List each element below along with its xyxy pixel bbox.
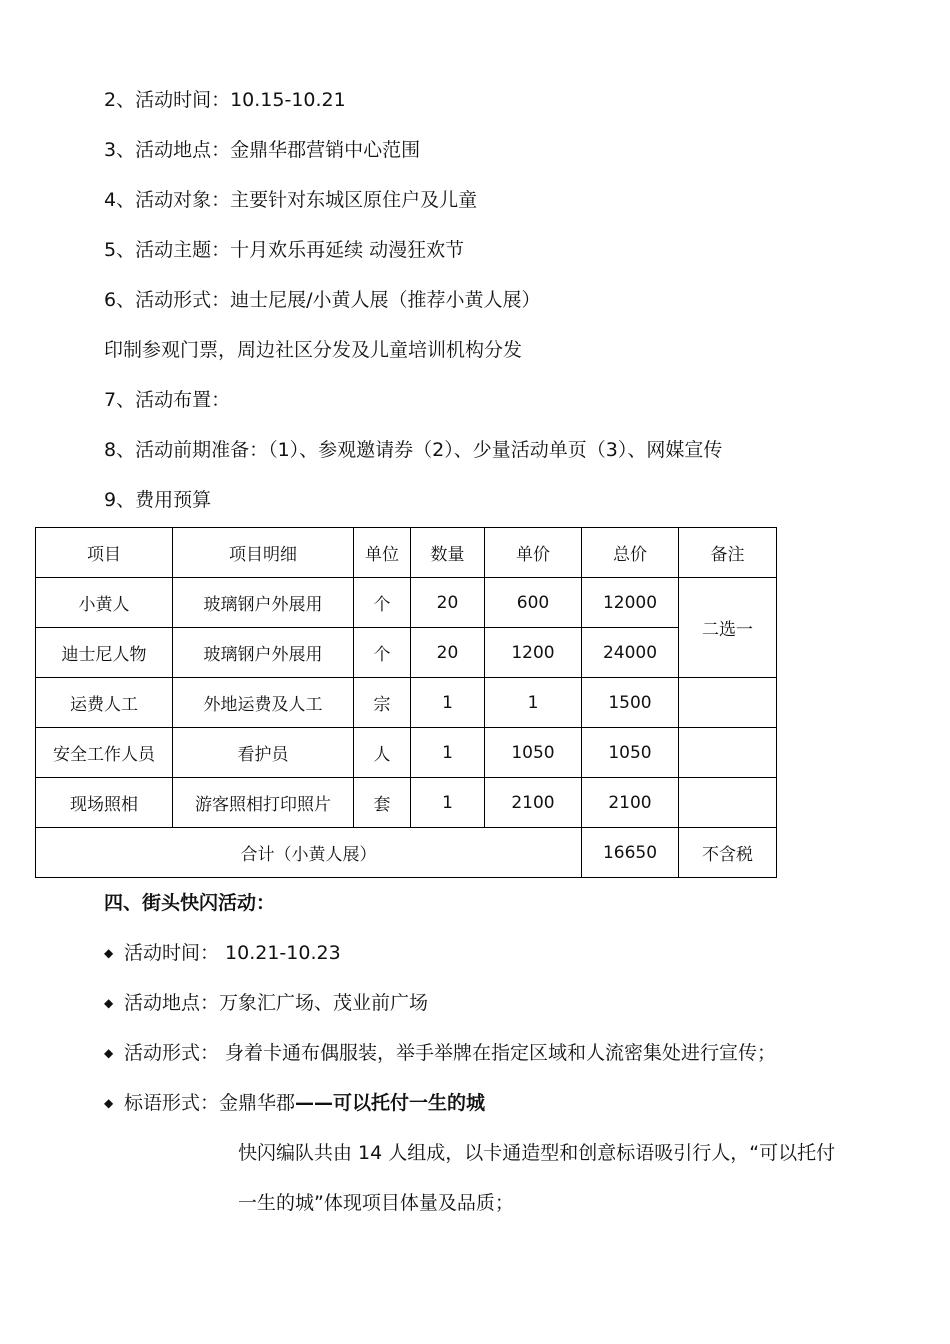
table-cell: 1 bbox=[411, 678, 485, 728]
table-cell: 迪士尼人物 bbox=[36, 628, 173, 678]
bullet-text: 活动地点：万象汇广场、茂业前广场 bbox=[124, 992, 429, 1014]
bullet-text: 活动时间： 10.21-10.23 bbox=[124, 942, 341, 964]
table-cell: 个 bbox=[354, 628, 411, 678]
header-cell: 单价 bbox=[485, 528, 582, 578]
bullet-item bbox=[104, 941, 341, 965]
table-cell: 游客照相打印照片 bbox=[173, 778, 354, 828]
slogan-prefix: 标语形式：金鼎华郡 bbox=[124, 1092, 296, 1114]
table-cell: 运费人工 bbox=[36, 678, 173, 728]
activity-audience-line: 4、活动对象：主要针对东城区原住户及儿童 bbox=[104, 189, 478, 211]
flashmob-paragraph-line-1: 快闪编队共由 14 人组成，以卡通造型和创意标语吸引行人，“可以托付 bbox=[238, 1142, 836, 1164]
flashmob-paragraph-line-2: 一生的城”体现项目体量及品质； bbox=[238, 1192, 514, 1214]
header-cell: 单位 bbox=[354, 528, 411, 578]
table-cell: 2100 bbox=[582, 778, 679, 828]
budget-heading: 9、费用预算 bbox=[104, 489, 212, 511]
table-cell: 1 bbox=[485, 678, 582, 728]
table-row bbox=[36, 628, 777, 678]
section-4-heading: 四、街头快闪活动： bbox=[104, 892, 276, 914]
activity-prep-line: 8、活动前期准备：（1）、参观邀请券（2）、少量活动单页（3）、网媒宣传 bbox=[104, 439, 723, 461]
diamond-bullet-icon: ◆ bbox=[104, 946, 114, 960]
table-cell: 宗 bbox=[354, 678, 411, 728]
table-cell: 24000 bbox=[582, 628, 679, 678]
table-cell: 12000 bbox=[582, 578, 679, 628]
table-cell: 1050 bbox=[582, 728, 679, 778]
header-cell: 总价 bbox=[582, 528, 679, 578]
header-cell: 项目 bbox=[36, 528, 173, 578]
merged-note-cell: 二选一 bbox=[679, 578, 777, 678]
table-cell: 600 bbox=[485, 578, 582, 628]
slogan-bold: ——可以托付一生的城 bbox=[295, 1092, 486, 1114]
activity-theme-line: 5、活动主题：十月欢乐再延续 动漫狂欢节 bbox=[104, 239, 465, 261]
table-cell: 1050 bbox=[485, 728, 582, 778]
table-cell: 20 bbox=[411, 628, 485, 678]
bullet-item bbox=[104, 991, 428, 1015]
table-cell: 1500 bbox=[582, 678, 679, 728]
bullet-item bbox=[104, 1091, 485, 1115]
table-cell: 玻璃钢户外展用 bbox=[173, 628, 354, 678]
table-header-row bbox=[36, 528, 777, 578]
diamond-bullet-icon: ◆ bbox=[104, 1046, 114, 1060]
table-cell: 现场照相 bbox=[36, 778, 173, 828]
table-cell bbox=[679, 728, 777, 778]
table-cell: 玻璃钢户外展用 bbox=[173, 578, 354, 628]
total-value-cell: 16650 bbox=[582, 828, 679, 878]
total-note-cell: 不含税 bbox=[679, 828, 777, 878]
table-cell: 套 bbox=[354, 778, 411, 828]
table-cell: 看护员 bbox=[173, 728, 354, 778]
bullet-text: 活动形式： 身着卡通布偶服装，举手举牌在指定区域和人流密集处进行宣传； bbox=[124, 1042, 777, 1064]
table-cell: 1 bbox=[411, 778, 485, 828]
activity-location-line: 3、活动地点：金鼎华郡营销中心范围 bbox=[104, 139, 421, 161]
table-cell: 小黄人 bbox=[36, 578, 173, 628]
table-total-row bbox=[36, 828, 777, 878]
table-row bbox=[36, 678, 777, 728]
bullet-item bbox=[104, 1041, 776, 1065]
table-cell bbox=[679, 778, 777, 828]
table-row bbox=[36, 578, 777, 628]
table-cell: 2100 bbox=[485, 778, 582, 828]
diamond-bullet-icon: ◆ bbox=[104, 1096, 114, 1110]
budget-table bbox=[35, 527, 777, 878]
activity-layout-line: 7、活动布置： bbox=[104, 389, 231, 411]
table-cell: 人 bbox=[354, 728, 411, 778]
table-cell: 1 bbox=[411, 728, 485, 778]
table-row bbox=[36, 778, 777, 828]
total-label-cell: 合计（小黄人展） bbox=[36, 828, 582, 878]
header-cell: 备注 bbox=[679, 528, 777, 578]
activity-time-line: 2、活动时间：10.15-10.21 bbox=[104, 89, 346, 111]
ticket-line: 印制参观门票，周边社区分发及儿童培训机构分发 bbox=[104, 339, 523, 361]
diamond-bullet-icon: ◆ bbox=[104, 996, 114, 1010]
table-cell: 1200 bbox=[485, 628, 582, 678]
activity-format-line: 6、活动形式：迪士尼展/小黄人展（推荐小黄人展） bbox=[104, 289, 541, 311]
header-cell: 项目明细 bbox=[173, 528, 354, 578]
table-cell: 安全工作人员 bbox=[36, 728, 173, 778]
table-cell: 外地运费及人工 bbox=[173, 678, 354, 728]
header-cell: 数量 bbox=[411, 528, 485, 578]
table-cell bbox=[679, 678, 777, 728]
table-cell: 个 bbox=[354, 578, 411, 628]
table-cell: 20 bbox=[411, 578, 485, 628]
table-row bbox=[36, 728, 777, 778]
